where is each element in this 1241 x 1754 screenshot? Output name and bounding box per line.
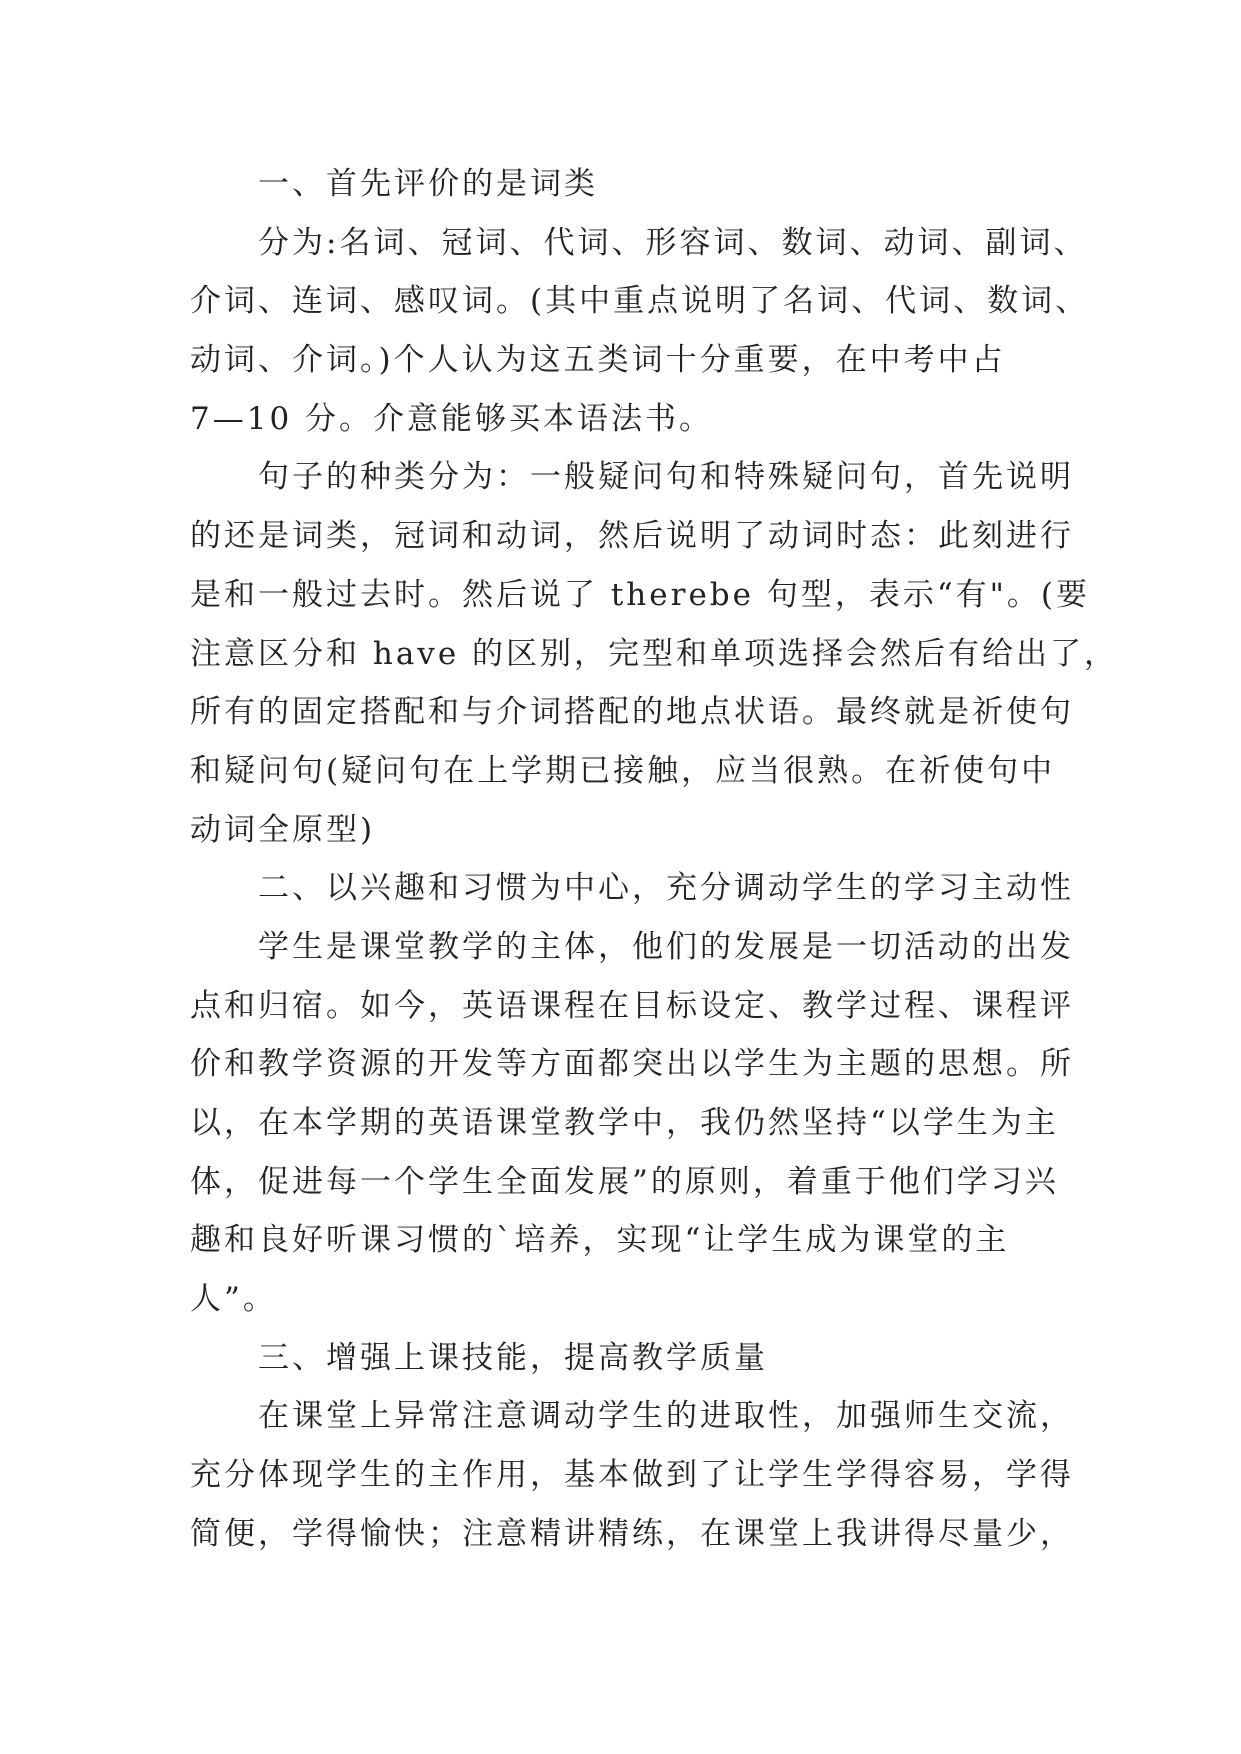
text-line: 7—10 分。介意能够买本语法书。 (190, 400, 714, 437)
text-line: 是和一般过去时。然后说了 therebe 句型，表示“有"。(要 (190, 576, 1091, 613)
text-line: 分为:名词、冠词、代词、形容词、数词、动词、副词、 (258, 224, 1088, 261)
text-line: 充分体现学生的主作用，基本做到了让学生学得容易，学得 (190, 1457, 1074, 1494)
document-body (190, 155, 1119, 1564)
text-line: 简便，学得愉快；注意精讲精练，在课堂上我讲得尽量少， (190, 1515, 1074, 1552)
text-line: 在课堂上异常注意调动学生的进取性，加强师生交流， (258, 1398, 1074, 1435)
text-line: 二、以兴趣和习惯为中心，充分调动学生的学习主动性 (258, 870, 1074, 907)
text-line: 动词、介词。)个人认为这五类词十分重要，在中考中占 (190, 342, 1006, 379)
text-line: 和疑问句(疑问句在上学期已接触，应当很熟。在祈使句中 (190, 752, 1056, 789)
text-line: 点和归宿。如今，英语课程在目标设定、教学过程、课程评 (190, 987, 1074, 1024)
text-line: 人”。 (190, 1281, 277, 1318)
text-line: 动词全原型) (190, 811, 376, 848)
text-line: 注意区分和 have 的区别，完型和单项选择会然后有给出了， (190, 635, 1119, 672)
text-line: 的还是词类，冠词和动词，然后说明了动词时态：此刻进行 (190, 518, 1074, 555)
text-line: 趣和良好听课习惯的`培养，实现“让学生成为课堂的主 (190, 1222, 1010, 1259)
text-line: 一、首先评价的是词类 (258, 166, 598, 202)
text-line: 学生是课堂教学的主体，他们的发展是一切活动的出发 (258, 928, 1074, 965)
text-line: 价和教学资源的开发等方面都突出以学生为主题的思想。所 (190, 1046, 1074, 1083)
text-line: 以，在本学期的英语课堂教学中，我仍然坚持“以学生为主 (190, 1105, 1059, 1141)
text-line: 所有的固定搭配和与介词搭配的地点状语。最终就是祈使句 (190, 694, 1074, 731)
text-line: 介词、连词、感叹词。(其中重点说明了名词、代词、数词、 (190, 283, 1090, 320)
text-line: 句子的种类分为：一般疑问句和特殊疑问句，首先说明 (258, 459, 1074, 496)
text-line: 三、增强上课技能，提高教学质量 (258, 1339, 768, 1376)
text-line: 体，促进每一个学生全面发展”的原则，着重于他们学习兴 (190, 1163, 1059, 1200)
